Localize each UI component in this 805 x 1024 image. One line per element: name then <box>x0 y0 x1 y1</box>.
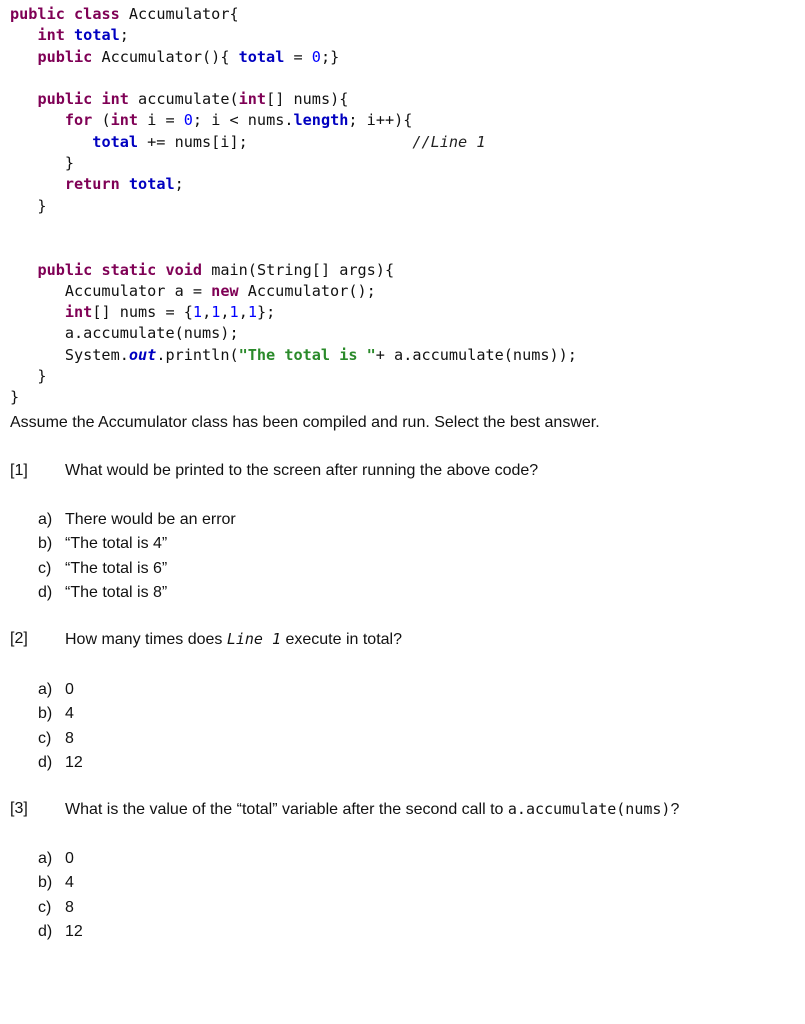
option-text: 12 <box>65 753 83 771</box>
code-token: return <box>64 175 120 194</box>
code-token: for <box>64 111 93 130</box>
option-letter: d) <box>38 922 53 940</box>
question-2-number: [2] <box>10 630 28 647</box>
code-token: total <box>238 47 285 66</box>
code-line <box>10 281 577 302</box>
code-token: main(String[] args){ <box>202 260 395 279</box>
question-3-option-b[interactable] <box>38 871 83 895</box>
question-3-options <box>38 847 83 944</box>
code-token: ; i < nums. <box>192 111 294 130</box>
code-token: 1 <box>229 303 239 322</box>
code-token: int <box>110 111 139 130</box>
question-2-option-c[interactable] <box>38 727 83 751</box>
code-line <box>10 196 577 217</box>
code-line <box>10 302 577 323</box>
code-token <box>10 133 92 151</box>
code-token: Accumulator{ <box>119 5 239 23</box>
code-block <box>10 4 577 409</box>
option-letter: a) <box>38 681 53 698</box>
question-1-option-a[interactable] <box>38 508 236 532</box>
code-token <box>10 303 65 321</box>
code-token: length <box>293 111 349 130</box>
option-letter: b) <box>38 705 53 723</box>
code-token: i = <box>138 111 184 130</box>
code-token: ; i++){ <box>348 111 413 130</box>
question-1-options <box>38 508 236 605</box>
option-letter: b) <box>38 535 53 553</box>
code-token <box>10 90 37 108</box>
code-line <box>10 366 577 387</box>
code-token: Accumulator(){ <box>92 47 239 66</box>
code-line <box>10 110 577 131</box>
code-line <box>10 132 577 153</box>
question-3-text-before: What is the value of the “total” variable after the second call to <box>65 801 508 818</box>
code-token: .println( <box>156 345 239 364</box>
code-token: , <box>238 303 248 322</box>
code-line <box>10 4 577 25</box>
code-token <box>65 5 74 23</box>
question-2-text-before: How many times does <box>65 631 227 648</box>
code-token: } <box>10 367 47 386</box>
code-line <box>10 174 577 195</box>
code-token <box>10 261 37 279</box>
code-line <box>10 25 577 46</box>
code-token: Accumulator(); <box>238 281 376 300</box>
option-letter: a) <box>38 850 53 867</box>
code-token: int <box>101 90 129 109</box>
code-token: } <box>10 196 47 215</box>
option-letter: d) <box>38 753 53 771</box>
option-letter: c) <box>38 898 52 916</box>
question-2-option-d[interactable] <box>38 751 83 775</box>
code-token: }; <box>257 303 276 322</box>
code-token: = <box>284 47 312 66</box>
code-token: ; <box>119 26 129 45</box>
question-1-text-before: What would be printed to the screen after running the above code? <box>65 462 539 479</box>
code-token: class <box>74 5 120 23</box>
code-token: 1 <box>211 303 221 322</box>
code-token: + a.accumulate(nums)); <box>375 345 577 364</box>
option-letter: c) <box>38 729 52 747</box>
code-token: out <box>128 345 157 364</box>
option-text: 4 <box>65 705 74 723</box>
code-line <box>10 260 577 281</box>
code-token <box>156 261 165 279</box>
code-token: public <box>37 47 93 66</box>
question-2-options <box>38 678 83 775</box>
code-line <box>10 68 577 89</box>
question-3-code-ref: a.accumulate(nums) <box>507 800 671 818</box>
question-2-text <box>65 630 402 649</box>
question-1-number: [1] <box>10 462 28 479</box>
question-3-option-d[interactable] <box>38 920 83 944</box>
code-token: += nums[i]; <box>138 132 413 151</box>
question-1-option-d[interactable] <box>38 581 236 605</box>
code-token: } <box>10 388 20 407</box>
code-token: [] nums = { <box>92 303 193 322</box>
code-token: int <box>238 90 267 109</box>
code-token: static <box>101 260 157 279</box>
code-token <box>10 48 37 66</box>
code-token: public <box>10 5 65 23</box>
code-token: //Line 1 <box>412 132 486 151</box>
code-line <box>10 153 577 174</box>
code-token: ; <box>174 175 184 194</box>
code-token: ;} <box>320 47 340 66</box>
question-2-option-a[interactable] <box>38 678 83 702</box>
option-text: 0 <box>65 681 74 698</box>
code-token <box>10 111 65 129</box>
code-token: total <box>128 175 175 194</box>
code-line <box>10 323 577 344</box>
question-3-text-after: ? <box>670 801 680 818</box>
code-token: Accumulator a = <box>10 281 212 300</box>
code-line <box>10 217 577 238</box>
question-2-option-b[interactable] <box>38 702 83 726</box>
code-token: new <box>211 281 239 300</box>
question-3-option-a[interactable] <box>38 847 83 871</box>
option-text: 4 <box>65 874 74 892</box>
instructions: Assume the Accumulator class has been compiled and run. Select the best answer. <box>10 414 600 431</box>
code-token: , <box>220 303 230 322</box>
code-token: int <box>37 26 65 45</box>
code-token <box>10 26 37 44</box>
question-2-code-ref: Line 1 <box>226 630 282 648</box>
code-token <box>120 175 129 193</box>
option-text: 8 <box>65 729 74 747</box>
option-letter: d) <box>38 583 53 601</box>
question-1-text <box>65 462 538 480</box>
code-token: total <box>74 26 120 45</box>
question-3-number: [3] <box>10 800 28 817</box>
question-2-text-after: execute in total? <box>281 631 402 648</box>
code-token: 1 <box>192 303 203 322</box>
code-token: void <box>165 260 203 279</box>
option-text: “The total is 6” <box>65 559 168 577</box>
code-token: System. <box>10 345 129 364</box>
option-text: 12 <box>65 922 83 940</box>
option-text: 0 <box>65 850 74 867</box>
code-token: 0 <box>311 47 321 66</box>
code-token: public <box>37 260 93 279</box>
option-text: “The total is 4” <box>65 535 168 553</box>
code-token: a.accumulate(nums); <box>10 324 239 343</box>
code-token: "The total is " <box>238 345 376 364</box>
code-line <box>10 89 577 110</box>
option-letter: c) <box>38 559 52 577</box>
code-line <box>10 238 577 259</box>
code-line <box>10 47 577 68</box>
code-token: } <box>10 154 75 173</box>
question-1-option-c[interactable] <box>38 557 236 581</box>
option-text: 8 <box>65 898 74 916</box>
code-token: 0 <box>183 111 193 130</box>
code-token <box>65 26 74 44</box>
code-token: int <box>64 303 93 322</box>
option-letter: a) <box>38 511 53 528</box>
code-token: [] nums){ <box>266 90 349 109</box>
question-3-text <box>65 800 679 819</box>
option-letter: b) <box>38 874 53 892</box>
code-token: 1 <box>247 303 257 322</box>
code-line <box>10 387 577 408</box>
code-token: total <box>92 132 139 151</box>
option-text: “The total is 8” <box>65 583 168 601</box>
question-3-option-c[interactable] <box>38 896 83 920</box>
code-token: , <box>202 303 212 322</box>
code-token: accumulate( <box>128 90 239 109</box>
code-token: public <box>37 90 93 109</box>
code-token: ( <box>92 111 111 130</box>
code-line <box>10 345 577 366</box>
option-text: There would be an error <box>65 511 236 528</box>
code-token <box>10 175 65 193</box>
question-1-option-b[interactable] <box>38 532 236 556</box>
